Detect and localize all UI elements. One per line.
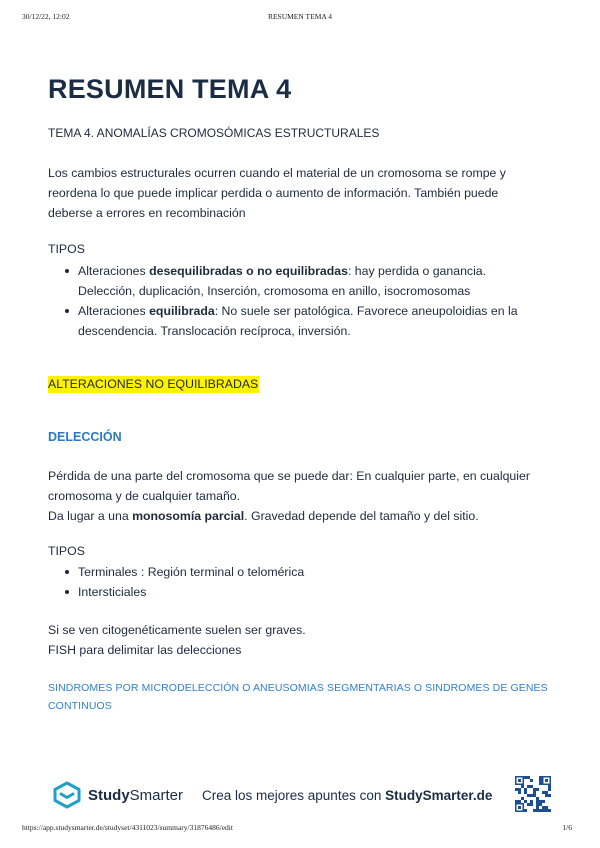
tipos-label: TIPOS: [48, 242, 85, 256]
paragraph-line: Si se ven citogenéticamente suelen ser graves.: [48, 623, 306, 637]
sindromes-subheading: [48, 679, 560, 715]
list-item: [78, 562, 560, 582]
paragraph-bold: monosomía parcial: [132, 509, 245, 523]
paragraph-line: Pérdida de una parte del cromosoma que se puede dar: En cualquier parte, en cualquier: [48, 469, 530, 483]
page-number: 1/6: [562, 823, 572, 832]
print-timestamp: 30/12/22, 12:02: [22, 12, 70, 21]
delecion-paragraph: [48, 466, 560, 526]
brand-name-bold: Study: [88, 786, 130, 804]
paragraph-text: Da lugar a una: [48, 509, 133, 523]
print-header-title: RESUMEN TEMA 4: [267, 12, 333, 21]
list-item-text: Terminales : Región terminal o telomérica: [78, 565, 305, 579]
print-url: https://app.studysmarter.de/studyset/4311023/summary/31876486/edit: [22, 823, 233, 832]
subheading-line: CONTINUOS: [48, 700, 112, 712]
paragraph-line: FISH para delimitar las delecciones: [48, 643, 242, 657]
studysmarter-brand[interactable]: [52, 780, 183, 810]
note-paragraph: [48, 620, 560, 660]
paragraph-text: . Gravedad depende del tamaño y del sitio.: [244, 509, 479, 523]
tipos-label-2: TIPOS: [48, 544, 85, 558]
intro-line-1: Los cambios estructurales ocurren cuando el material de un cromosoma se rompe y: [48, 166, 506, 180]
list-item-text: Delección, duplicación, Inserción, cromosoma en anillo, isocromosomas: [78, 284, 471, 298]
footer-cta[interactable]: [202, 788, 492, 803]
list-item: [78, 301, 560, 341]
intro-line-3: deberse a errores en recombinación: [48, 206, 246, 220]
topic-subtitle: TEMA 4. ANOMALÍAS CROMOSÓMICAS ESTRUCTURALES: [48, 126, 380, 140]
bullet-icon: [65, 269, 69, 273]
tipos-list: [48, 261, 560, 341]
list-item-text: descendencia. Translocación recíproca, inversión.: [78, 324, 351, 338]
list-item-text: : hay perdida o ganancia.: [347, 264, 487, 278]
page-title: RESUMEN TEMA 4: [48, 74, 292, 104]
print-footer: [0, 823, 600, 837]
list-item-bold: equilibrada: [149, 304, 215, 318]
bullet-icon: [65, 590, 69, 594]
cta-brand-link[interactable]: StudySmarter.de: [385, 788, 493, 803]
highlighted-heading: [48, 375, 560, 393]
bullet-icon: [65, 309, 69, 313]
cta-text: Crea los mejores apuntes con: [202, 788, 386, 803]
subheading-line: SINDROMES POR MICRODELECCIÓN O ANEUSOMIAS SEGMENTARIAS O SINDROMES DE GENES: [48, 682, 548, 694]
list-item-text: : No suele ser patológica. Favorece aneupoloidias en la: [214, 304, 518, 318]
tipos-list-2: [48, 562, 560, 602]
brand-name: [88, 787, 183, 804]
studysmarter-logo-icon: [52, 780, 82, 810]
print-header: [0, 12, 600, 26]
list-item-text: Intersticiales: [78, 585, 147, 599]
list-item: [78, 261, 560, 301]
paragraph-line: cromosoma y de cualquier tamaño.: [48, 489, 241, 503]
bullet-icon: [65, 570, 69, 574]
brand-name-light: Smarter: [129, 786, 184, 804]
list-item-bold: desequilibradas o no equilibradas: [149, 264, 348, 278]
intro-paragraph: [48, 163, 560, 223]
list-item: [78, 582, 560, 602]
list-item-text: Alteraciones: [78, 264, 150, 278]
section-heading-delecion: DELECCIÓN: [48, 430, 122, 444]
qr-code-icon: [515, 776, 551, 812]
intro-line-2: reordena lo que puede implicar perdida o aumento de información. También puede: [48, 186, 499, 200]
list-item-text: Alteraciones: [78, 304, 150, 318]
highlighted-text: ALTERACIONES NO EQUILIBRADAS: [48, 377, 259, 391]
